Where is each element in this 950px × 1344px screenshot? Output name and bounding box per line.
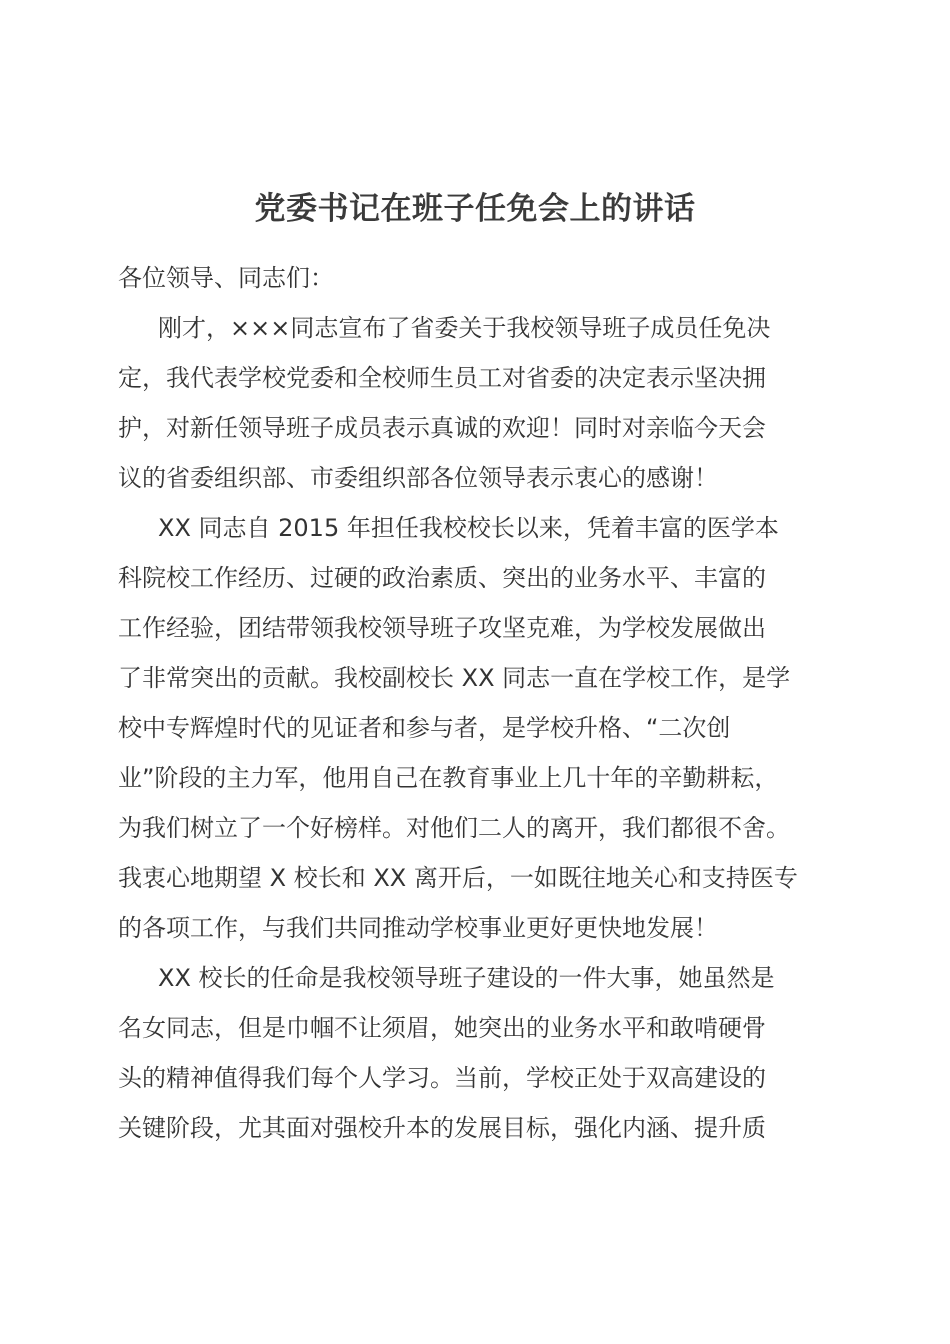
text-line: XX 校长的任命是我校领导班子建设的一件大事，她虽然是: [158, 964, 775, 992]
text-line: 科院校工作经历、过硬的政治素质、突出的业务水平、丰富的: [118, 564, 766, 592]
text-line: 关键阶段，尤其面对强校升本的发展目标，强化内涵、提升质: [118, 1114, 766, 1142]
salutation-line: 各位领导、同志们：: [118, 264, 334, 292]
text-line: 我衷心地期望 X 校长和 XX 离开后，一如既往地关心和支持医专: [118, 864, 798, 892]
text-line: 为我们树立了一个好榜样。对他们二人的离开，我们都很不舍。: [118, 814, 790, 842]
text-line: 刚才，×××同志宣布了省委关于我校领导班子成员任免决: [158, 314, 771, 342]
text-line: 护，对新任领导班子成员表示真诚的欢迎！同时对亲临今天会: [118, 414, 766, 442]
text-line: 定，我代表学校党委和全校师生员工对省委的决定表示坚决拥: [118, 364, 766, 392]
text-line: 议的省委组织部、市委组织部各位领导表示衷心的感谢！: [118, 464, 718, 492]
text-line: XX 同志自 2015 年担任我校校长以来，凭着丰富的医学本: [158, 514, 779, 542]
text-line: 名女同志，但是巾帼不让须眉，她突出的业务水平和敢啃硬骨: [118, 1014, 766, 1042]
text-line: 业”阶段的主力军，他用自己在教育事业上几十年的辛勤耕耘，: [118, 764, 779, 792]
document-title: 党委书记在班子任免会上的讲话: [254, 191, 696, 227]
text-line: 校中专辉煌时代的见证者和参与者，是学校升格、“二次创: [118, 714, 731, 742]
text-line: 了非常突出的贡献。我校副校长 XX 同志一直在学校工作，是学: [118, 664, 791, 692]
document-body: [118, 253, 832, 1153]
text-line: 工作经验，团结带领我校领导班子攻坚克难，为学校发展做出: [118, 614, 766, 642]
text-line: 头的精神值得我们每个人学习。当前，学校正处于双高建设的: [118, 1064, 766, 1092]
text-line: 的各项工作，与我们共同推动学校事业更好更快地发展！: [118, 914, 718, 942]
